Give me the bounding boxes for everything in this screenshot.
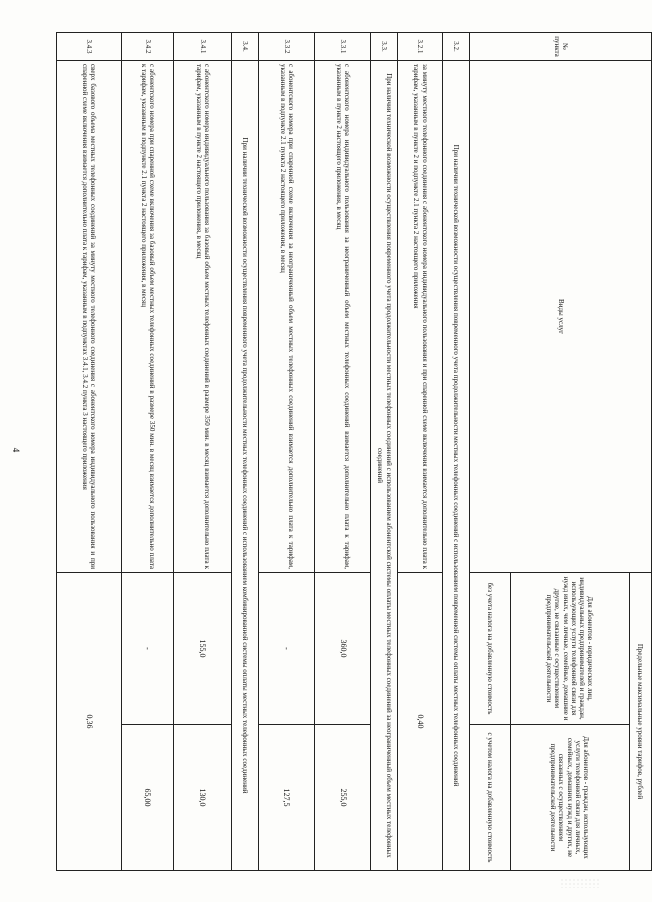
header-group-individual: Для абонентов - граждан, использующих услуги телефонной связи для личных, семейных, домашних нужд и других, не связанных с осуществлением предпринимательской деятельности bbox=[510, 725, 629, 871]
header-without-vat: без учета налога на добавленную стоимость bbox=[470, 573, 510, 725]
tariff-table-frame bbox=[56, 32, 652, 870]
table-row bbox=[232, 33, 259, 871]
row-number: 3.4.2 bbox=[122, 33, 174, 61]
tariff-value-without-vat: 155,0 bbox=[173, 573, 231, 725]
tariff-value-merged: 0,40 bbox=[398, 573, 443, 871]
table-row bbox=[173, 33, 231, 871]
tariff-value-without-vat: 360,0 bbox=[315, 573, 371, 725]
header-num-cell: № пункта bbox=[470, 33, 652, 61]
row-number: 3.4. bbox=[232, 33, 259, 61]
table-row bbox=[315, 33, 371, 871]
header-with-vat: с учетом налога на добавленную стоимость bbox=[470, 725, 510, 871]
table-row bbox=[259, 33, 315, 871]
tariff-table-rotated bbox=[56, 32, 652, 870]
row-number: 3.4.3 bbox=[57, 33, 122, 61]
section-heading: При наличии технической возможности осуществления повременного учета продолжительности местных телефонных соединений с использованием абонентской системы оплаты местных телефонных соединений за неограниченный объем местных телефонных соединений bbox=[371, 61, 398, 871]
row-number: 3.4.1 bbox=[173, 33, 231, 61]
row-number: 3.3. bbox=[371, 33, 398, 61]
table-row bbox=[57, 33, 122, 871]
row-number: 3.2. bbox=[443, 33, 470, 61]
tariff-value-with-vat: 130,0 bbox=[173, 725, 231, 871]
page-number: 4 bbox=[11, 447, 21, 453]
header-limits-cell: Предельные максимальные уровни тарифов, рублей bbox=[629, 573, 651, 871]
header-group-legal: Для абонентов - юридических лиц, индивидуальных предпринимателей и граждан, использующих услуги телефонной связи для нужд иных, чем личные, семейные, домашние и другие, не связанные с осуществлением предпринимательской деятельности bbox=[510, 573, 629, 725]
section-heading: При наличии технической возможности осуществления повременного учета продолжительности местных телефонных соединений с использованием повременной системы оплаты местных телефонных соединений bbox=[443, 61, 470, 871]
service-description: сверх базового объема местных телефонных соединений за минуту местного телефонного соединения с абонентского номера индивидуального пользования и при спаренной схеме включения взимается дополнительно плата к тарифам, указанным в подпунктах 3.4.1, 3.4.2 пункта 3 настоящего приложения bbox=[57, 61, 122, 573]
section-heading: При наличии технической возможности осуществления повременного учета продолжительности местных телефонных соединений с использованием комбинированной системы оплаты местных телефонных соединений bbox=[232, 61, 259, 871]
tariff-value-merged: 0,36 bbox=[57, 573, 122, 871]
service-description: за минуту местного телефонного соединения с абонентского номера индивидуального пользования и при спаренной схеме включения взимается дополнительно плата к тарифам, указанным в пункте 2 и подпункте 2.1 пункта 2 настоящего приложения bbox=[398, 61, 443, 573]
service-description: с абонентского номера индивидуального пользования за неограниченный объем местных телефонных соединений взимается дополнительно плата к тарифам, указанным в пункте 2 настоящего приложения, в месяц bbox=[315, 61, 371, 573]
row-number: 3.3.2 bbox=[259, 33, 315, 61]
table-row bbox=[371, 33, 398, 871]
tariff-value-without-vat: - bbox=[122, 573, 174, 725]
tariff-value-without-vat: - bbox=[259, 573, 315, 725]
table-row bbox=[398, 33, 443, 871]
tariff-table bbox=[56, 32, 652, 871]
tariff-value-with-vat: 65,00 bbox=[122, 725, 174, 871]
tariff-value-with-vat: 127,5 bbox=[259, 725, 315, 871]
scan-artifact bbox=[560, 878, 600, 888]
row-number: 3.3.1 bbox=[315, 33, 371, 61]
service-description: с абонентского номера при спаренной схеме включения за базовый объем местных телефонных соединений в размере 350 мин. в месяц взимается дополнительно плата к тарифам, указанным в подпункте 2.1 пункта 2 настоящего приложения, в месяц bbox=[122, 61, 174, 573]
service-description: с абонентского номера индивидуального пользования за базовый объем местных телефонных соединений в размере 350 мин. в месяц взимается дополнительно плата к тарифам, указанным в пункте 2 настоящего приложения, в месяц bbox=[173, 61, 231, 573]
tariff-value-with-vat: 255,0 bbox=[315, 725, 371, 871]
header-service-cell: Виды услуг bbox=[470, 61, 652, 573]
table-row bbox=[443, 33, 470, 871]
table-row bbox=[122, 33, 174, 871]
row-number: 3.2.1 bbox=[398, 33, 443, 61]
service-description: с абонентского номера при спаренной схеме включения за неограниченный объем местных телефонных соединений взимается дополнительно плата к тарифам, указанным в подпункте 2.1 пункта 2 настоящего приложения, в месяц bbox=[259, 61, 315, 573]
